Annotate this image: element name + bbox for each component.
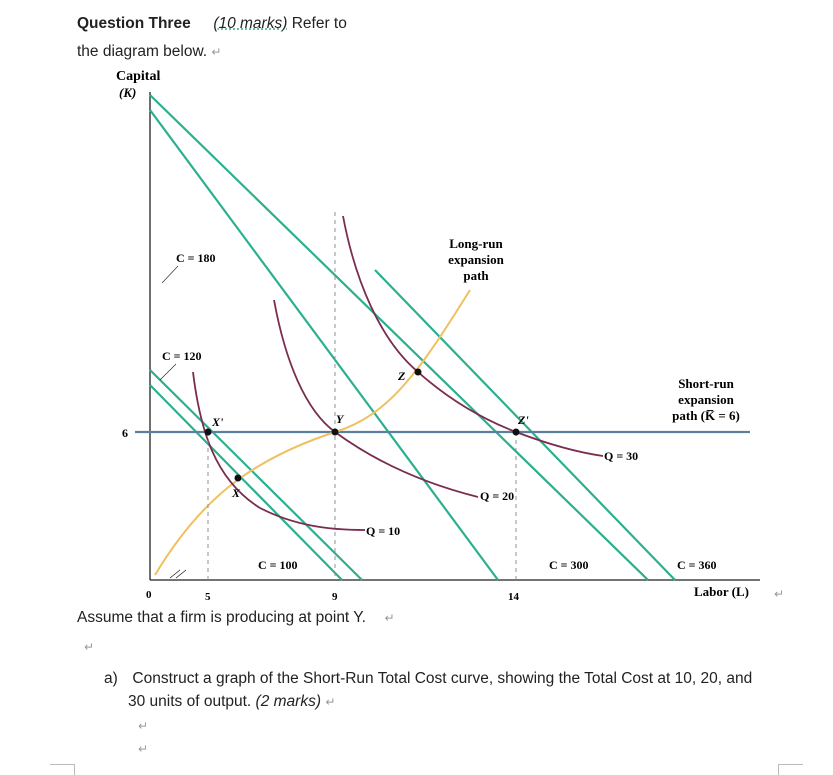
paragraph-mark: ↵ xyxy=(138,742,149,756)
point-z-prime xyxy=(513,429,520,436)
page-corner-mark xyxy=(50,764,75,775)
paragraph-mark: ↵ xyxy=(211,45,222,59)
label-point-x: X xyxy=(232,486,241,500)
label-point-z: Z xyxy=(398,369,406,383)
paragraph-mark: ↵ xyxy=(384,611,395,625)
paragraph-mark: ↵ xyxy=(325,695,336,709)
paragraph-mark: ↵ xyxy=(138,719,149,733)
short-run-label-line3: path (K̅ = 6) xyxy=(672,408,740,423)
leader-c180 xyxy=(162,266,178,283)
label-c360: C = 360 xyxy=(677,558,717,572)
question-title: Question Three xyxy=(77,15,191,32)
short-run-label-line2: expansion xyxy=(678,392,734,407)
long-run-label-line1: Long-run xyxy=(449,236,503,251)
x-tick-14: 14 xyxy=(508,591,519,603)
question-marks: (10 marks) xyxy=(213,15,288,32)
isocost-line-c120 xyxy=(150,370,362,580)
x-tick-5: 5 xyxy=(205,591,211,603)
empty-paragraph xyxy=(138,717,148,735)
question-intro-tail: Refer to xyxy=(291,15,347,32)
x-axis-label: Labor (L) xyxy=(694,584,750,599)
y-tick-6: 6 xyxy=(122,426,128,440)
label-c300: C = 300 xyxy=(549,558,589,572)
axis-break-mark xyxy=(170,570,180,578)
label-q20: Q = 20 xyxy=(480,489,515,503)
part-a-line1 xyxy=(104,670,752,688)
x-tick-0: 0 xyxy=(146,589,152,601)
page-corner-mark xyxy=(778,764,803,775)
isoquant-q10 xyxy=(193,372,365,530)
leader-c120 xyxy=(160,364,176,380)
x-tick-9: 9 xyxy=(332,591,338,603)
label-c100: C = 100 xyxy=(258,558,298,572)
isocost-line-c100 xyxy=(150,385,342,580)
empty-paragraph xyxy=(138,740,148,758)
label-c120: C = 120 xyxy=(162,349,202,363)
part-a-text-line1: Construct a graph of the Short-Run Total Cost curve, showing the Total Cost at 10, 20, and xyxy=(132,670,753,687)
label-q10: Q = 10 xyxy=(366,524,401,538)
intro-line2-text: the diagram below. xyxy=(77,43,208,60)
part-a-marks: (2 marks) xyxy=(255,693,321,710)
point-x-prime xyxy=(205,429,212,436)
part-a-line2 xyxy=(128,693,335,711)
part-a-text-line2: 30 units of output. xyxy=(128,693,252,710)
empty-paragraph xyxy=(84,638,94,656)
long-run-label-line3: path xyxy=(463,268,489,283)
label-point-z-prime: Z' xyxy=(518,413,529,427)
axis-break-mark xyxy=(176,570,186,578)
label-point-x-prime: X' xyxy=(212,415,224,429)
label-point-y: Y xyxy=(336,412,344,426)
short-run-label-line1: Short-run xyxy=(678,376,734,391)
long-run-label-line2: expansion xyxy=(448,252,504,267)
label-q30: Q = 30 xyxy=(604,449,639,463)
paragraph-mark: ↵ xyxy=(84,640,95,654)
isocost-line-c180 xyxy=(150,110,498,580)
y-axis-label: Capital xyxy=(116,69,161,84)
y-axis-label-symbol: (K) xyxy=(119,85,137,100)
isoquant-q20 xyxy=(274,300,478,497)
part-a-label: a) xyxy=(104,670,118,687)
isocost-line-c300 xyxy=(150,95,648,580)
point-z xyxy=(415,369,422,376)
paragraph-mark: ↵ xyxy=(774,587,785,601)
label-c180: C = 180 xyxy=(176,251,216,265)
point-x xyxy=(235,475,242,482)
assume-line xyxy=(77,609,395,627)
point-y xyxy=(332,429,339,436)
assume-text: Assume that a firm is producing at point Y. xyxy=(77,609,366,626)
